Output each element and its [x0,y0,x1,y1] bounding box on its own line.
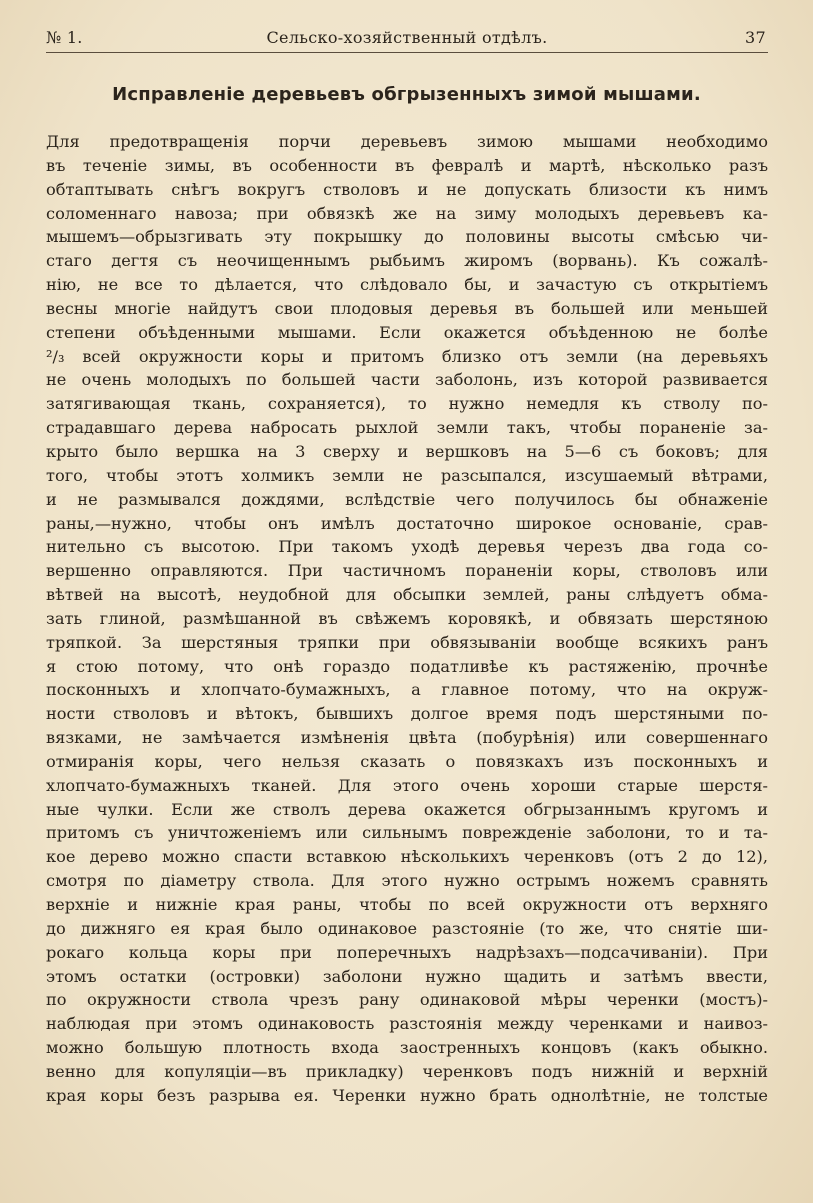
text-line: можно большую плотность входа заостренныхъ концовъ (какъ обыкно. [46,1038,768,1058]
text-line: зать глиной, размѣшанной въ свѣжемъ коровякѣ, и обвязать шерстяною [46,608,768,628]
text-line: тряпкой. За шерстяныя тряпки при обвязываніи вообще всякихъ ранъ [46,632,768,652]
text-line: хлопчато-бумажныхъ тканей. Для этого очень хороши старые шерстя- [46,775,768,795]
article-body [46,130,768,1108]
text-line: обтаптывать снѣгъ вокругъ стволовъ и не допускать близости къ нимъ [46,179,768,199]
text-line: отмиранія коры, чего нельзя сказать о повязкахъ изъ посконныхъ и [46,751,768,771]
text-line: соломеннаго навоза; при обвязкѣ же на зиму молодыхъ деревьевъ ка- [46,203,768,223]
text-line: страдавшаго дерева набросать рыхлой земли такъ, чтобы пораненіе за- [46,418,768,438]
page-header [46,24,768,53]
text-line: и не размывался дождями, вслѣдствіе чего получилось бы обнаженіе [46,489,768,509]
text-line: рокаго кольца коры при поперечныхъ надрѣзахъ—подсачиваніи). При [46,942,768,962]
issue-number: № 1. [46,28,83,47]
text-line: кое дерево можно спасти вставкою нѣсколькихъ черенковъ (отъ 2 до 12), [46,847,768,867]
text-line: мышемъ—обрызгивать эту покрышку до половины высоты смѣсью чи- [46,227,768,247]
section-title: Сельско-хозяйственный отдѣлъ. [266,28,548,47]
text-line: по окружности ствола чрезъ рану одинаковой мѣры черенки (мостъ)- [46,990,768,1010]
text-line: нію, не все то дѣлается, что слѣдовало бы, и зачастую съ открытіемъ [46,275,768,295]
text-line: я стою потому, что онѣ гораздо податливѣе къ растяженію, прочнѣе [46,656,768,676]
text-line: въ теченіе зимы, въ особенности въ февралѣ и мартѣ, нѣсколько разъ [46,155,768,175]
text-line: весны многіе найдутъ свои плодовыя деревья въ большей или меньшей [46,298,768,318]
text-line: посконныхъ и хлопчато-бумажныхъ, а главное потому, что на окруж- [46,680,768,700]
text-line: наблюдая при этомъ одинаковость разстоянія между черенками и наивоз- [46,1014,768,1034]
text-line: нительно съ высотою. При такомъ уходѣ деревья черезъ два года со- [46,537,768,557]
article-title: Исправленіе деревьевъ обгрызенныхъ зимой мышами. [112,84,701,105]
text-line: края коры безъ разрыва ея. Черенки нужно брать однолѣтніе, не толстые [46,1085,768,1105]
text-line: крыто было вершка на 3 сверху и вершковъ на 5—6 съ боковъ; для [46,441,768,461]
text-line: до дижняго ея края было одинаковое разстояніе (то же, что снятіе ши- [46,918,768,938]
text-line: стаго дегтя съ неочищеннымъ рыбьимъ жиромъ (ворвань). Къ сожалѣ- [46,251,768,271]
text-line: того, чтобы этотъ холмикъ земли не разсыпался, изсушаемый вѣтрами, [46,465,768,485]
text-line: ные чулки. Если же стволъ дерева окажется обгрызаннымъ кругомъ и [46,799,768,819]
text-line: вязками, не замѣчается измѣненія цвѣта (побурѣнія) или совершеннаго [46,728,768,748]
text-line: верхніе и нижніе края раны, чтобы по всей окружности отъ верхняго [46,895,768,914]
text-line: венно для копуляціи—въ прикладку) черенковъ подъ нижній и верхній [46,1061,768,1081]
text-line: степени объѣденными мышами. Если окажется объѣденною не болѣе [46,322,768,342]
text-line: раны,—нужно, чтобы онъ имѣлъ достаточно широкое основаніе, срав- [46,513,768,533]
text-line: вѣтвей на высотѣ, неудобной для обсыпки землей, раны слѣдуетъ обма- [46,585,768,605]
text-line: затягивающая ткань, сохраняется), то нужно немедля къ стволу по- [46,394,768,414]
text-line: ²/₃ всей окружности коры и притомъ близко отъ земли (на деревьяхъ [46,346,768,366]
text-line: не очень молодыхъ по большей части заболонь, изъ которой развивается [46,370,768,390]
text-line: этомъ остатки (островки) заболони нужно щадить и затѣмъ ввести, [46,966,768,986]
text-line: вершенно оправляются. При частичномъ пораненіи коры, стволовъ или [46,561,768,581]
text-line: смотря по діаметру ствола. Для этого нужно острымъ ножемъ сравнять [46,871,768,891]
text-line: ности стволовъ и вѣтокъ, бывшихъ долгое время подъ шерстяными по- [46,704,768,724]
text-line: притомъ съ уничтоженіемъ или сильнымъ поврежденіе заболони, то и та- [46,823,768,843]
text-line: Для предотвращенія порчи деревьевъ зимою мышами необходимо [46,132,768,151]
page-number: 37 [745,28,766,47]
